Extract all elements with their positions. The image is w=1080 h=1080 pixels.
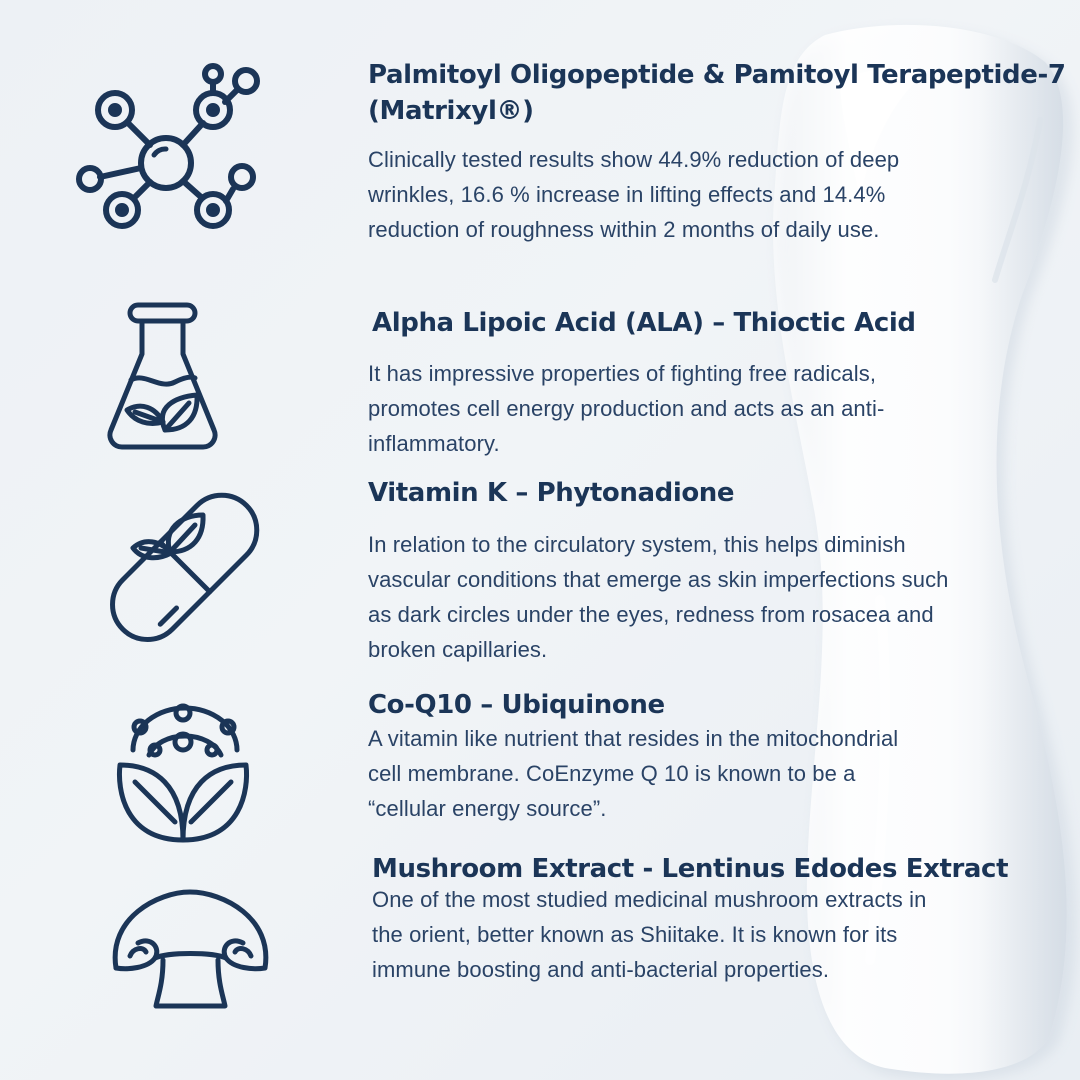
section-description: In relation to the circulatory system, this helps diminish vascular conditions that emerge as skin imperfections such as dark circles under the eyes, redness from rosacea and broken capillaries.: [368, 532, 949, 662]
molecule-icon: [70, 65, 270, 230]
mushroom-icon: [108, 888, 273, 1013]
capsule-leaf-icon: [108, 490, 263, 645]
ingredient-section-coq10: [368, 687, 988, 826]
section-heading: Mushroom Extract - Lentinus Edodes Extract: [372, 854, 1009, 884]
section-description: A vitamin like nutrient that resides in the mitochondrial cell membrane. CoEnzyme Q 10 is known to be a “cellular energy source”.: [368, 726, 899, 821]
section-heading: Vitamin K – Phytonadione: [368, 478, 735, 508]
section-description: It has impressive properties of fighting free radicals, promotes cell energy production and acts as an anti-inflammatory.: [368, 361, 885, 456]
flask-leaf-icon: [105, 302, 220, 452]
ingredient-section-mushroom: [372, 851, 1032, 987]
section-description: One of the most studied medicinal mushroom extracts in the orient, better known as Shiitake. It is known for its immune boosting and anti-bacterial properties.: [372, 887, 927, 982]
section-heading: Alpha Lipoic Acid (ALA) – Thioctic Acid: [372, 308, 916, 338]
section-heading: Co-Q10 – Ubiquinone: [368, 690, 665, 720]
section-heading: Palmitoyl Oligopeptide & Pamitoyl Terapeptide-7 (Matrixyl®): [368, 60, 1066, 126]
plant-molecule-icon: [115, 700, 255, 845]
ingredient-section-matrixyl: [368, 57, 1068, 247]
ingredient-section-vitamin-k: [368, 475, 988, 667]
section-description: Clinically tested results show 44.9% reduction of deep wrinkles, 16.6 % increase in lifting effects and 14.4% reduction of roughness within 2 months of daily use.: [368, 147, 900, 242]
ingredient-section-ala: [368, 305, 972, 461]
